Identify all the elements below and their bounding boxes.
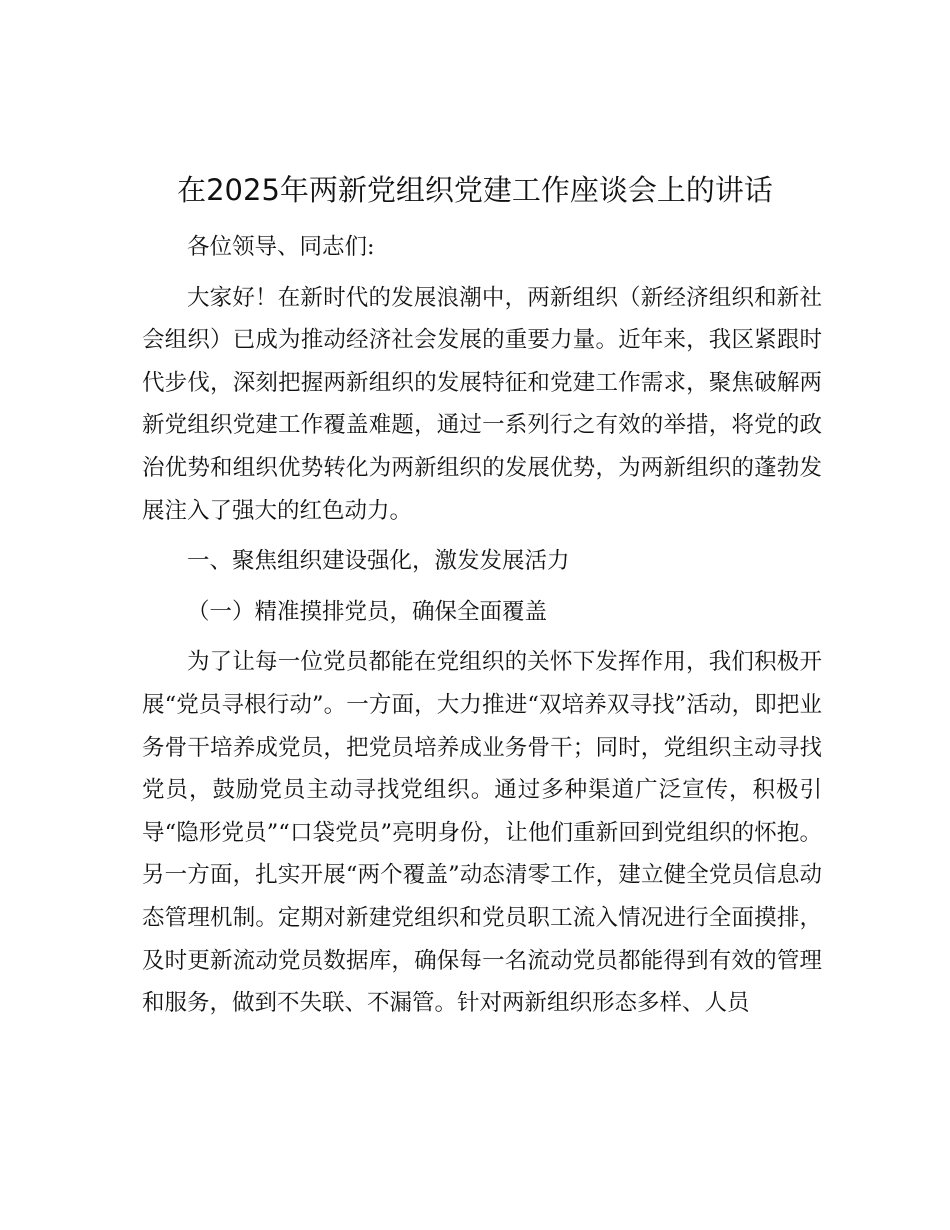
section-heading-1: 一、聚焦组织建设强化，激发发展活力 <box>187 548 570 575</box>
body-paragraph: 为了让每一位党员都能在党组织的关怀下发挥作用，我们积极开展“党员寻根行动”。一方面，大力推进“双培养双寻找”活动，即把业务骨干培养成党员，把党员培养成业务骨干；同时，党组织主动寻找党员，鼓励党员主动寻找党组织。通过多种渠道广泛宣传，积极引导“隐形党员”“口袋党员”亮明身份，让他们重新回到党组织的怀抱。另一方面，扎实开展“两个覆盖”动态清零工作，建立健全党员信息动态管理机制。定期对新建党组织和党员职工流入情况进行全面摸排，及时更新流动党员数据库，确保每一名流动党员都能得到有效的管理和服务，做到不失联、不漏管。针对两新组织形态多样、人员 <box>142 649 822 1017</box>
subsection-heading-1: （一）精准摸排党员，确保全面覆盖 <box>187 598 548 625</box>
salutation: 各位领导、同志们: <box>187 234 375 260</box>
intro-paragraph: 大家好！在新时代的发展浪潮中，两新组织（新经济组织和新社会组织）已成为推动经济社会发展的重要力量。近年来，我区紧跟时代步伐，深刻把握两新组织的发展特征和党建工作需求，聚焦破解两新党组织党建工作覆盖难题，通过一系列行之有效的举措，将党的政治优势和组织优势转化为两新组织的发展优势，为两新组织的蓬勃发展注入了强大的红色动力。 <box>142 284 822 524</box>
document-body <box>142 226 822 1025</box>
document-title: 在2025年两新党组织党建工作座谈会上的讲话 <box>177 173 773 207</box>
